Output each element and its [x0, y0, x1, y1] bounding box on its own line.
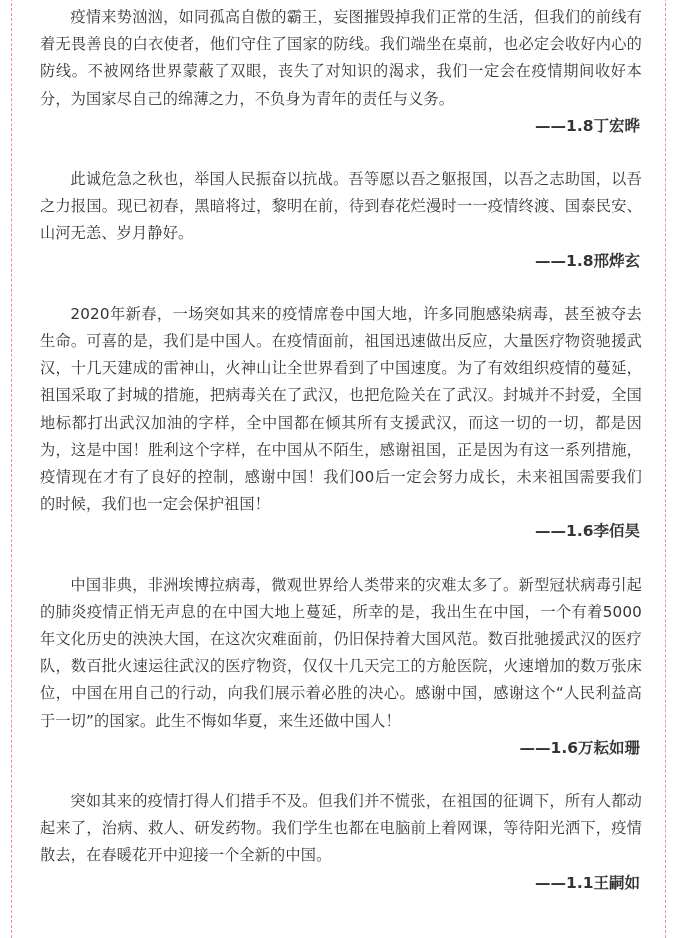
entry-gap [40, 275, 642, 301]
entry-text: 2020年新春，一场突如其来的疫情席卷中国大地，许多同胞感染病毒，甚至被夺去生命。可喜的是，我们是中国人。在疫情面前，祖国迅速做出反应，大量医疗物资驰援武汉，十几天建成的雷神山，火神山让全世界看到了中国速度。为了有效组织疫情的蔓延，祖国采取了封城的措施，把病毒关在了武汉，也把危险关在了武汉。封城并不封爱，全国地标都打出武汉加油的字样，全中国都在倾其所有支援武汉，而这一切的一切，都是因为，这是中国！胜利这个字样，在中国从不陌生，感谢祖国，正是因为有这一系列措施，疫情现在才有了良好的控制，感谢中国！我们00后一定会努力成长，未来祖国需要我们的时候，我们也一定会保护祖国！ [40, 304, 642, 514]
entry-text: 此诚危急之秋也，举国人民振奋以抗战。吾等愿以吾之躯报国，以吾之志助国，以吾之力报国。现已初春，黑暗将过，黎明在前，待到春花烂漫时一一疫情终渡、国泰民安、山河无恙、岁月静好。 [40, 170, 642, 243]
entry-4 [40, 572, 642, 762]
article-body [40, 4, 642, 897]
entry-text: 中国非典，非洲埃博拉病毒，微观世界给人类带来的灾难太多了。新型冠状病毒引起的肺炎疫情正悄无声息的在中国大地上蔓延，所幸的是，我出生在中国，一个有着5000年文化历史的泱泱大国，在这次灾难面前，仍旧保持着大国风范。数百批驰援武汉的医疗队，数百批火速运往武汉的医疗物资，仅仅十几天完工的方舱医院，火速增加的数万张床位，中国在用自己的行动，向我们展示着必胜的决心。感谢中国，感谢这个“人民利益高于一切”的国家。此生不悔如华夏，来生还做中国人！ [40, 575, 642, 730]
entry-gap [40, 140, 642, 166]
entry-2 [40, 166, 642, 275]
entry-signature: ——1.8丁宏晔 [535, 116, 640, 135]
entry-3 [40, 301, 642, 546]
entry-1 [40, 4, 642, 140]
entry-signature: ——1.8邢烨玄 [535, 251, 640, 270]
entry-text: 突如其来的疫情打得人们措手不及。但我们并不慌张，在祖国的征调下，所有人都动起来了，治病、救人、研发药物。我们学生也都在电脑前上着网课，等待阳光洒下，疫情散去，在春暖花开中迎接一个全新的中国。 [40, 792, 642, 865]
entry-gap [40, 546, 642, 572]
entry-gap [40, 762, 642, 788]
entry-5 [40, 788, 642, 897]
entry-text: 疫情来势汹汹，如同孤高自傲的霸王，妄图摧毁掉我们正常的生活，但我们的前线有着无畏善良的白衣使者，他们守住了国家的防线。我们端坐在桌前，也必定会收好内心的防线。不被网络世界蒙蔽了双眼，丧失了对知识的渴求，我们一定会在疫情期间收好本分，为国家尽自己的绵薄之力，不负身为青年的责任与义务。 [40, 8, 642, 108]
entry-signature: ——1.6李佰昊 [535, 522, 640, 541]
entry-signature: ——1.6万耘如珊 [519, 738, 640, 757]
entry-signature: ——1.1王嗣如 [535, 873, 640, 892]
